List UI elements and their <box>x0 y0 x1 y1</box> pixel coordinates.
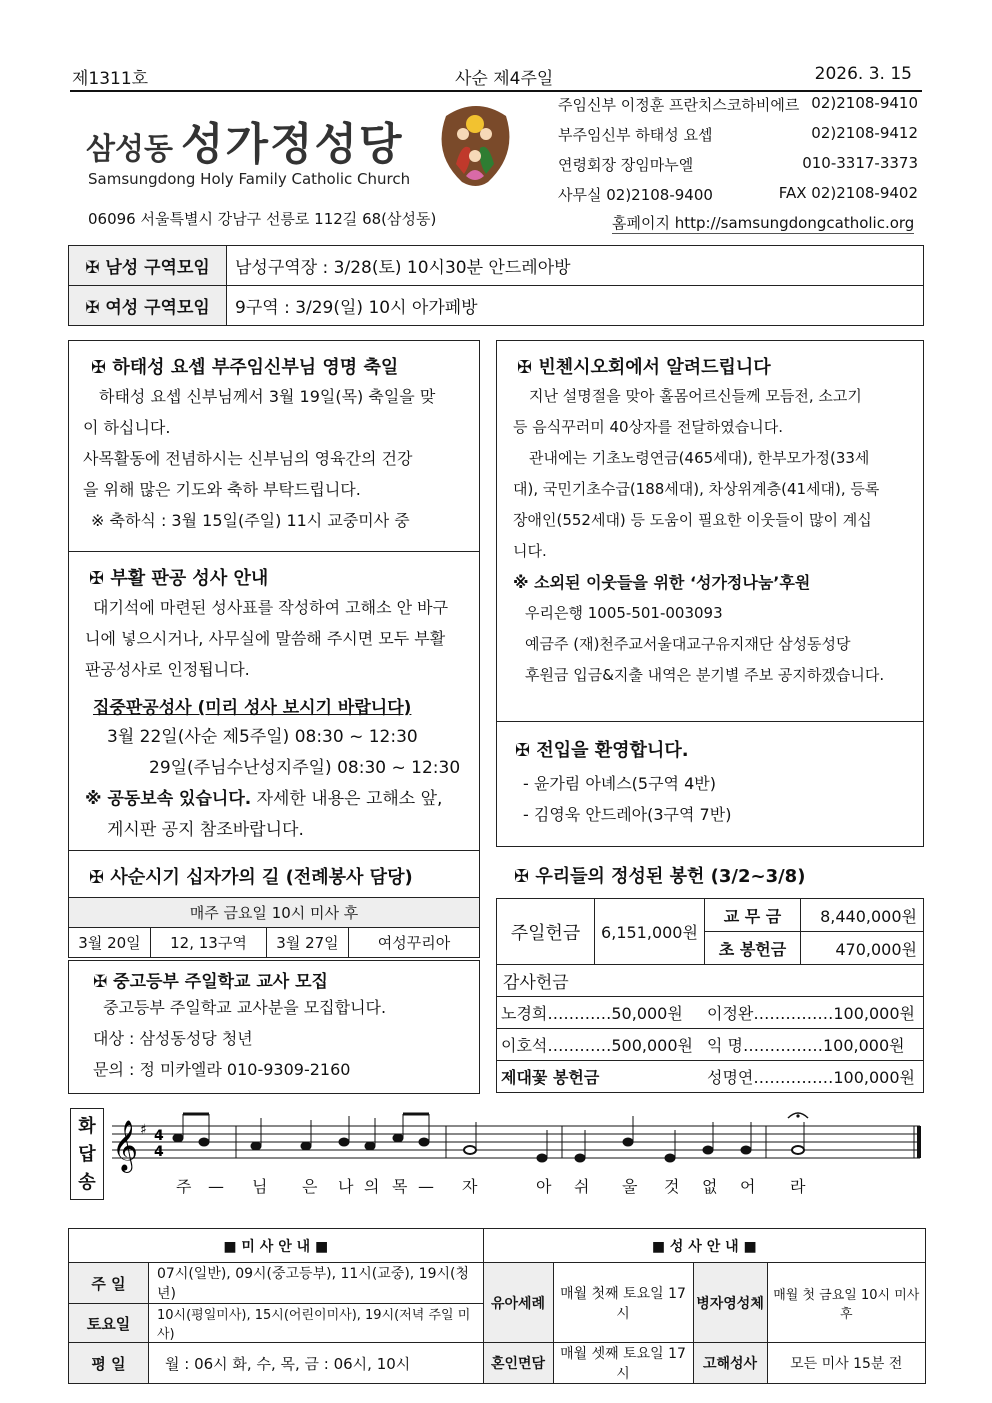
mass-schedule-title: ■ 미 사 안 내 ■ <box>69 1229 484 1263</box>
confession-schedule: 3월 22일(사순 제5주일) 08:30 ~ 12:30 <box>107 727 418 747</box>
lyric-syllable: — <box>418 1177 434 1196</box>
confession-notice: ✠ 부활 판공 성사 안내 대기석에 마련된 성사표를 작성하여 고해소 안 바구 니에 넣으시거나, 사무실에 말씀해 주시면 모두 부활 판공성사로 인정됩니다. 집중판공성사 (미리 성사 보시기 바랍니다) 3월 22일(사순 제5주일) 08:30 ~ 12:30 29일(주님수난성지주일) 08:30 ~ 12:30 ※ 공동보속 있습니다. 자세한 내용은 고해소 앞, 게시판 공지 참조바랍니다. <box>68 551 480 851</box>
offering-table: 주일헌금 6,151,000원 교 무 금 8,440,000원 초 봉헌금 470,000원 감사헌금 노경희…………50,000원 이정완……………100,000원 이호석…………500,000원 익 명……………100,000원 제대꽃 봉헌금 성명연……………100,000원 <box>496 898 924 1093</box>
issue-date: 2026. 3. 15 <box>814 64 912 84</box>
holy-family-logo <box>438 104 512 188</box>
lyric-syllable: 없 <box>702 1177 718 1196</box>
contact-assistant: 부주임신부 하태성 요셉 02)2108-9412 <box>558 124 918 144</box>
sunday-offering-label: 주일헌금 <box>497 899 595 965</box>
lyric-syllable: 자 <box>462 1177 478 1196</box>
issue-number: 제1311호 <box>72 69 149 89</box>
feast-notice: ✠ 하태성 요셉 부주임신부님 영명 축일 하태성 요셉 신부님께서 3월 19일(목) 축일을 맞 이 하십니다. 사목활동에 전념하시는 신부님의 영육간의 건강 을 위해 많은 기도와 축하 부탁드립니다. ※ 축하식 : 3월 15일(주일) 11시 교중미사 중 <box>68 340 480 552</box>
teachers-notice: ✠ 중고등부 주일학교 교사 모집 중고등부 주일학교 교사분을 모집합니다. 대상 : 삼성동성당 청년 문의 : 정 미카엘라 010-9309-2160 <box>68 960 480 1094</box>
lyric-syllable: 의 <box>364 1177 380 1196</box>
schedule-table: ■ 미 사 안 내 ■ ■ 성 사 안 내 ■ 주 일 07시(일반), 09시(중고등부), 11시(교중), 19시(청년) 유아세례 매월 첫째 토요일 17시 병자영성체 매월 첫 금요일 10시 미사 후 토요일 10시(평일미사), 15시(어린이미사), 19시(저녁 주일 미사) 평 일 월 : 06시 화, 수, 목, 금 : 06시, 10시 혼인면담 매월 셋째 토요일 17시 고해성사 모든 미사 15분 전 <box>68 1228 926 1384</box>
offering-title: ✠ 우리들의 정성된 봉헌 (3/2~3/8) <box>514 866 806 887</box>
svg-text:4: 4 <box>154 1144 164 1160</box>
stations-header: 매주 금요일 10시 미사 후 <box>69 898 480 928</box>
thanks-offering-label: 감사헌금 <box>497 965 924 997</box>
homepage-link[interactable]: 홈페이지 http://samsungdongcatholic.org <box>612 214 915 232</box>
meeting-text: 남성구역장 : 3/28(토) 10시30분 안드레아방 <box>227 246 924 286</box>
header-bar <box>70 62 922 92</box>
meeting-text: 9구역 : 3/29(일) 10시 아가페방 <box>227 286 924 326</box>
stations-title: ✠ 사순시기 십자가의 길 (전례봉사 담당) <box>89 867 413 888</box>
welcome-notice: ✠ 전입을 환영합니다. - 윤가림 아녜스(5구역 4반) - 김영욱 안드레아(3구역 7반) <box>496 721 924 847</box>
svg-text:𝄞: 𝄞 <box>112 1120 139 1171</box>
music-staff <box>108 1112 924 1204</box>
meeting-table <box>68 245 924 326</box>
meeting-label: ✠ 여성 구역모임 <box>69 286 227 326</box>
contact-funeral: 연령회장 장임마누엘 010-3317-3373 <box>558 154 918 174</box>
stations-notice <box>68 850 480 898</box>
sunday-offering-value: 6,151,000원 <box>595 899 705 965</box>
confession-title: ✠ 부활 판공 성사 안내 <box>89 568 269 589</box>
lyric-syllable: 은 <box>302 1177 318 1196</box>
lyric-syllable: 주 <box>176 1177 192 1196</box>
stations-table: 매주 금요일 10시 미사 후 3월 20일 12, 13구역 3월 27일 여성꾸리아 <box>68 897 480 958</box>
lyric-syllable: — <box>208 1177 224 1196</box>
church-english-name: Samsungdong Holy Family Catholic Church <box>88 170 411 188</box>
vincent-title: ✠ 빈첸시오회에서 알려드립니다 <box>517 357 771 378</box>
lyric-syllable: 어 <box>740 1177 756 1196</box>
altar-flower-label: 제대꽃 봉헌금 <box>501 1068 600 1087</box>
lyric-syllable: 나 <box>338 1177 354 1196</box>
teachers-title: ✠ 중고등부 주일학교 교사 모집 <box>93 972 328 992</box>
bank-account: 우리은행 1005-501-003093 <box>525 604 723 622</box>
lyric-syllable: 님 <box>252 1177 268 1196</box>
lyric-syllable: 쉬 <box>574 1177 590 1196</box>
liturgical-week: 사순 제4주일 <box>455 69 554 89</box>
svg-text:4: 4 <box>154 1128 164 1144</box>
lyric-syllable: 아 <box>536 1177 552 1196</box>
lyric-syllable: 울 <box>622 1177 638 1196</box>
lyric-syllable: 라 <box>790 1177 806 1196</box>
sacrament-schedule-title: ■ 성 사 안 내 ■ <box>483 1229 925 1263</box>
svg-text:♯: ♯ <box>140 1122 147 1138</box>
confession-schedule: 29일(주님수난성지주일) 08:30 ~ 12:30 <box>149 758 461 778</box>
donation-subtitle: ※ 소외된 이웃들을 위한 ‘성가정나눔’후원 <box>513 573 811 592</box>
church-address: 06096 서울특별시 강남구 선릉로 112길 68(삼성동) <box>88 210 437 228</box>
feast-title: ✠ 하태성 요셉 부주임신부님 영명 축일 <box>91 357 399 378</box>
contact-office: 사무실 02)2108-9400 FAX 02)2108-9402 <box>558 184 918 204</box>
intensive-confession-title: 집중판공성사 (미리 성사 보시기 바랍니다) <box>93 698 412 718</box>
vincent-notice: ✠ 빈첸시오회에서 알려드립니다 지난 설명절을 맞아 홀몸어르신들께 모듬전, 소고기 등 음식꾸러미 40상자를 전달하였습니다. 관내에는 기초노령연금(465세대), 한부모가정(33세 대), 국민기초수급(188세대), 차상위계층(41세대), 등록 장애인(552세대) 등 도움이 필요한 이웃들이 많이 계십 니다. ※ 소외된 이웃들을 위한 ‘성가정나눔’후원 우리은행 1005-501-003093 예금주 (재)천주교서울대교구유지재단 삼성동성당 후원금 입금&지출 내역은 분기별 주보 공지하겠습니다. <box>496 340 924 722</box>
contact-pastor: 주임신부 이정훈 프란치스코하비에르 02)2108-9410 <box>558 94 918 114</box>
meeting-label: ✠ 남성 구역모임 <box>69 246 227 286</box>
church-title: 삼성동 성가정성당 <box>86 119 404 170</box>
lyric-syllable: 목 <box>392 1177 408 1196</box>
lyric-syllable: 것 <box>664 1177 680 1196</box>
welcome-title: ✠ 전입을 환영합니다. <box>515 740 689 761</box>
responsorial-label: 화 답 송 <box>70 1108 104 1200</box>
